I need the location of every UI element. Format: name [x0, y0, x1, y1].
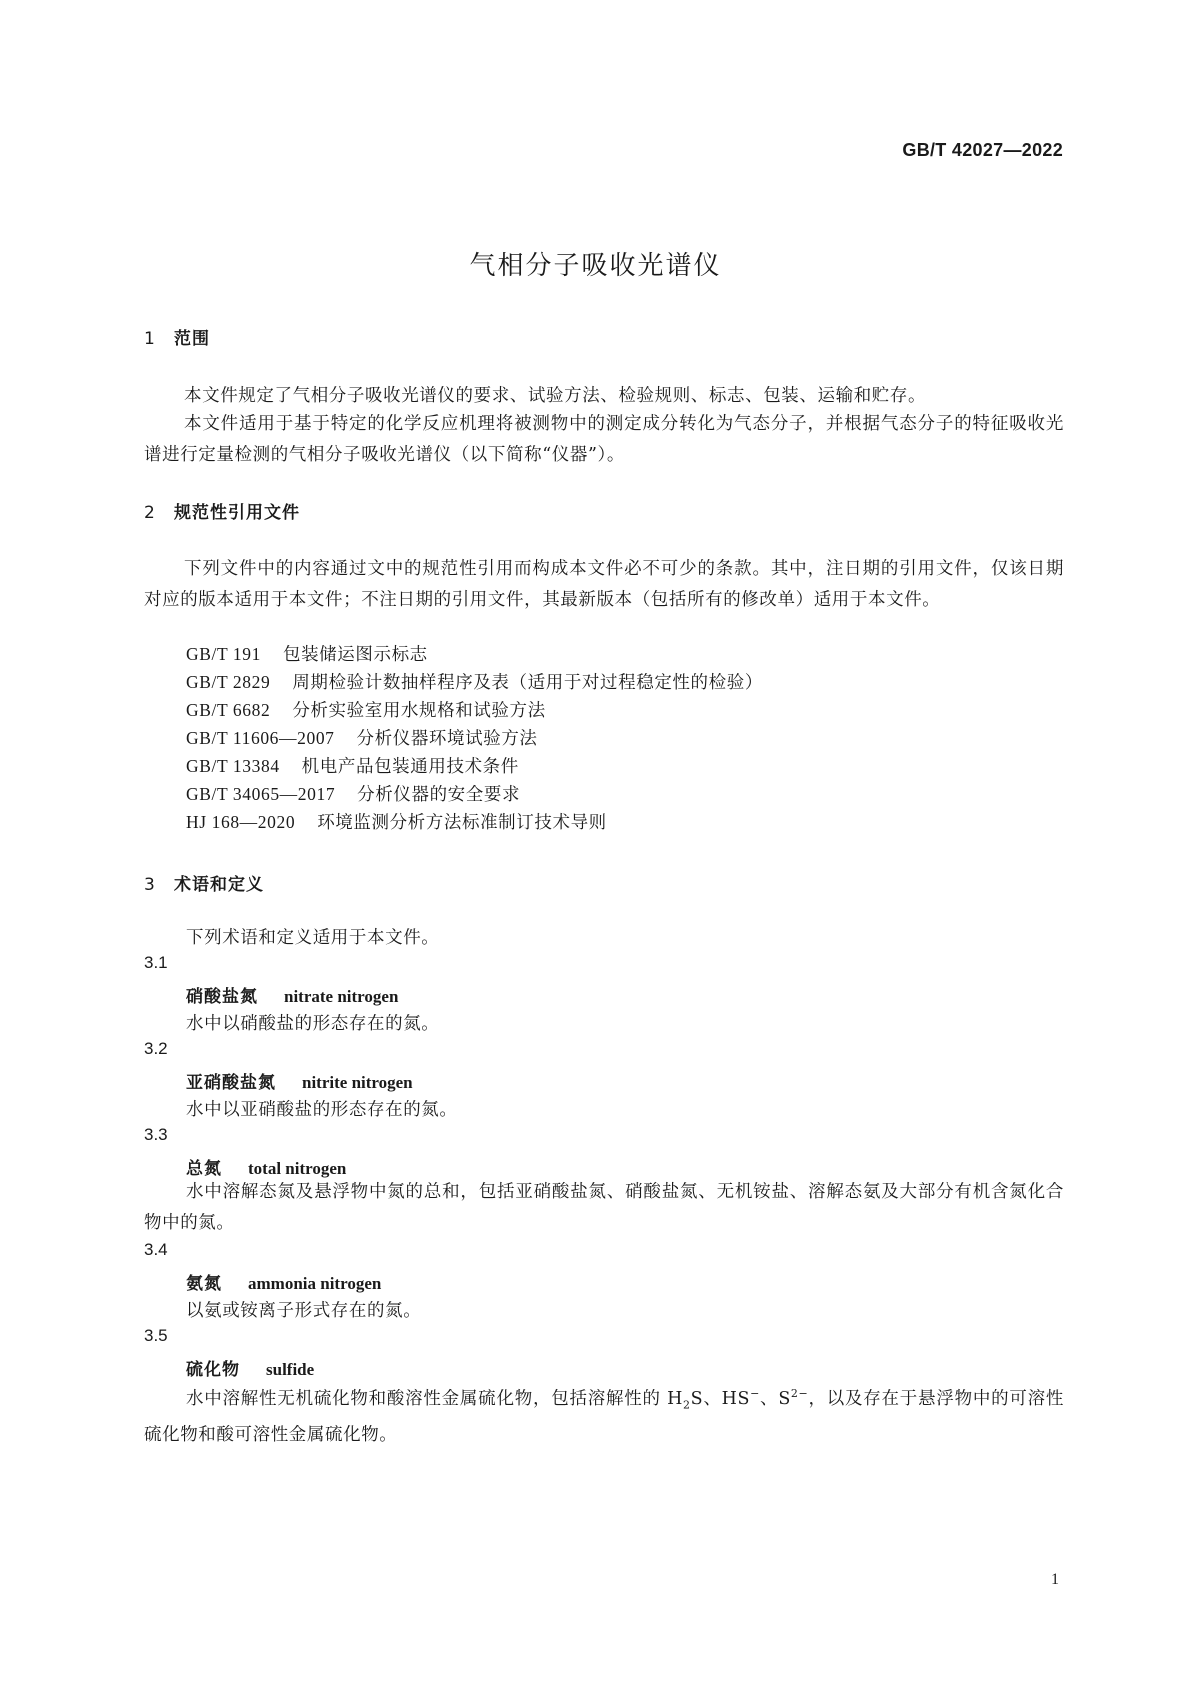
- term-chinese: 硫化物: [186, 1360, 240, 1380]
- term-chinese: 亚硝酸盐氮: [186, 1073, 276, 1093]
- term-chinese: 硝酸盐氮: [186, 987, 258, 1007]
- definition-text: 水中溶解性无机硫化物和酸溶性金属硫化物，包括溶解性的 H: [186, 1388, 683, 1409]
- term-chinese: 氨氮: [186, 1274, 222, 1294]
- term-heading: [186, 1269, 381, 1294]
- subscript: 2: [682, 1398, 691, 1412]
- term-heading: [186, 1068, 413, 1093]
- term-number: 3.4: [144, 1240, 168, 1259]
- reference-item: [186, 753, 519, 778]
- section-number: 2: [144, 503, 156, 523]
- term-definition: 水中以硝酸盐的形态存在的氮。: [186, 1014, 440, 1034]
- term-heading: [186, 982, 398, 1007]
- reference-title: 机电产品包装通用技术条件: [301, 757, 519, 777]
- reference-title: 环境监测分析方法标准制订技术导则: [317, 813, 607, 833]
- reference-item: [186, 781, 520, 806]
- section-number: 1: [144, 329, 156, 349]
- term-english: total nitrogen: [248, 1159, 347, 1178]
- section-3-heading: [144, 870, 264, 895]
- term-definition: 水中溶解态氮及悬浮物中氮的总和，包括亚硝酸盐氮、硝酸盐氮、无机铵盐、溶解态氨及大部分有机含氮化合物中的氮。: [144, 1182, 1064, 1233]
- term-definition: [144, 1378, 1064, 1451]
- section-2-paragraph-1: 下列文件中的内容通过文中的规范性引用而构成本文件必不可少的条款。其中，注日期的引用文件，仅该日期对应的版本适用于本文件；不注日期的引用文件，其最新版本（包括所有的修改单）适用于本文件。: [144, 559, 1064, 610]
- standard-number: GB/T 42027—2022: [902, 140, 1063, 160]
- term-definition: 水中以亚硝酸盐的形态存在的氮。: [186, 1100, 458, 1120]
- section-1-paragraph-1: 本文件规定了气相分子吸收光谱仪的要求、试验方法、检验规则、标志、包装、运输和贮存。: [184, 386, 927, 406]
- section-title: 规范性引用文件: [174, 503, 300, 523]
- document-title: 气相分子吸收光谱仪: [469, 251, 722, 281]
- reference-title: 分析仪器的安全要求: [357, 785, 521, 805]
- superscript: −: [750, 1387, 760, 1400]
- definition-text: 、S: [759, 1388, 791, 1409]
- definition-text: S、HS: [690, 1388, 751, 1409]
- reference-code: HJ 168—2020: [186, 812, 296, 832]
- section-title: 术语和定义: [174, 875, 264, 895]
- page-number: 1: [1051, 1571, 1059, 1588]
- term-heading: [186, 1154, 346, 1179]
- reference-code: GB/T 6682: [186, 700, 271, 720]
- reference-item: [186, 697, 546, 722]
- reference-title: 分析实验室用水规格和试验方法: [292, 701, 546, 721]
- term-definition: 以氨或铵离子形式存在的氮。: [186, 1301, 422, 1321]
- reference-title: 分析仪器环境试验方法: [356, 729, 538, 749]
- term-number: 3.1: [144, 953, 168, 972]
- reference-code: GB/T 34065—2017: [186, 784, 336, 804]
- superscript: 2−: [790, 1387, 809, 1400]
- reference-title: 周期检验计数抽样程序及表（适用于对过程稳定性的检验）: [292, 673, 763, 693]
- reference-item: [186, 669, 763, 694]
- section-3-intro: 下列术语和定义适用于本文件。: [186, 928, 440, 948]
- term-heading: [186, 1355, 314, 1380]
- reference-item: [186, 725, 538, 750]
- reference-item: [186, 641, 428, 666]
- term-english: sulfide: [266, 1360, 315, 1379]
- reference-code: GB/T 13384: [186, 756, 280, 776]
- term-number: 3.3: [144, 1125, 168, 1144]
- term-english: nitrate nitrogen: [284, 987, 399, 1006]
- section-2-heading: [144, 498, 300, 523]
- reference-item: [186, 809, 607, 834]
- section-1-heading: [144, 324, 210, 349]
- term-english: ammonia nitrogen: [248, 1274, 382, 1293]
- term-english: nitrite nitrogen: [302, 1073, 413, 1092]
- term-number: 3.5: [144, 1326, 168, 1345]
- definition-text: ，以及存在于悬浮物中的可溶性硫化物和酸可溶性金属硫化物。: [144, 1388, 1064, 1446]
- reference-code: GB/T 191: [186, 644, 261, 664]
- term-number: 3.2: [144, 1039, 168, 1058]
- reference-title: 包装储运图示标志: [282, 645, 428, 665]
- section-title: 范围: [174, 329, 210, 349]
- reference-code: GB/T 11606—2007: [186, 728, 335, 748]
- section-1-paragraph-2: 本文件适用于基于特定的化学反应机理将被测物中的测定成分转化为气态分子，并根据气态分子的特征吸收光谱进行定量检测的气相分子吸收光谱仪（以下简称“仪器”）。: [144, 414, 1064, 465]
- section-number: 3: [144, 875, 156, 895]
- reference-code: GB/T 2829: [186, 672, 271, 692]
- term-chinese: 总氮: [186, 1159, 222, 1179]
